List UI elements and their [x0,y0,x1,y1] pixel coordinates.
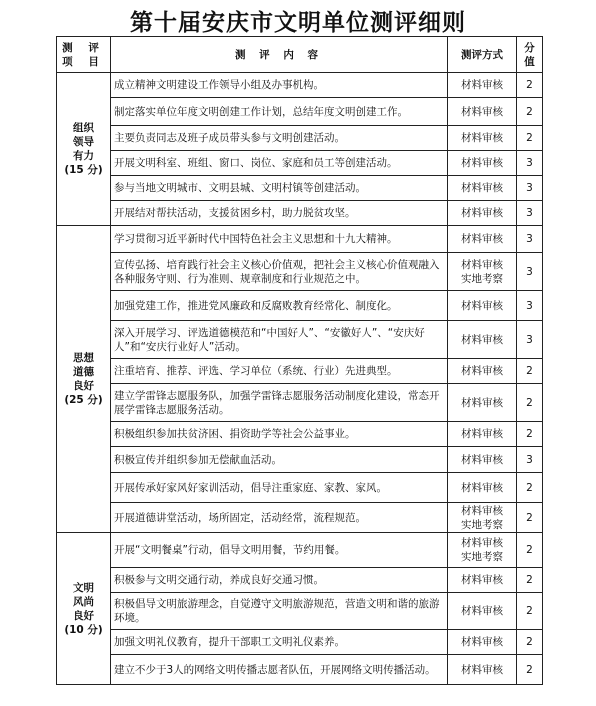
evaluation-method: 材料审核 [448,176,517,201]
header-score: 分值 [517,37,543,73]
table-row [57,630,543,655]
criterion-text: 制定落实单位年度文明创建工作计划，总结年度文明创建工作。 [111,98,448,126]
section-total-score: (10 分) [64,623,103,636]
evaluation-method: 材料审核 [448,98,517,126]
criterion-score: 2 [517,359,543,384]
criterion-text: 积极组织参加扶贫济困、捐资助学等社会公益事业。 [111,422,448,447]
evaluation-method: 材料审核 [448,473,517,503]
evaluation-method: 材料审核 [448,422,517,447]
evaluation-method: 材料审核 [448,447,517,473]
evaluation-method: 材料审核 [448,359,517,384]
table-header-row [57,37,543,73]
evaluation-method: 材料审核 [448,291,517,321]
evaluation-method: 材料审核 [448,151,517,176]
evaluation-method: 材料审核 [448,384,517,422]
criterion-score: 3 [517,253,543,291]
header-category-line1: 测 评 [62,41,105,54]
table-row [57,568,543,593]
criterion-text: 学习贯彻习近平新时代中国特色社会主义思想和十九大精神。 [111,226,448,253]
criterion-text: 深入开展学习、评选道德模范和“中国好人”、“安徽好人”、“安庆好人”和“安庆行业好人”活动。 [111,321,448,359]
criterion-score: 3 [517,291,543,321]
evaluation-method [448,253,517,291]
criterion-score: 2 [517,473,543,503]
section-category-name: 有力 [73,150,94,162]
header-category [57,37,111,73]
table-row [57,253,543,291]
table-row [57,321,543,359]
criterion-text: 开展传承好家风好家训活动，倡导注重家庭、家教、家风。 [111,473,448,503]
page-title: 第十届安庆市文明单位测评细则 [130,10,466,36]
section-category-name: 风尚 [73,595,94,608]
evaluation-method-line: 实地考察 [461,518,503,531]
criterion-text: 开展结对帮扶活动，支援贫困乡村，助力脱贫攻坚。 [111,201,448,226]
evaluation-method-line: 实地考察 [461,272,503,285]
criterion-text: 成立精神文明建设工作领导小组及办事机构。 [111,73,448,98]
criterion-text: 积极倡导文明旅游理念，自觉遵守文明旅游规范，营造文明和谐的旅游环境。 [111,593,448,630]
evaluation-method: 材料审核 [448,593,517,630]
criterion-text: 建立不少于3人的网络文明传播志愿者队伍，开展网络文明传播活动。 [111,655,448,685]
criterion-score: 2 [517,630,543,655]
table-row [57,201,543,226]
table-row [57,176,543,201]
table-row [57,447,543,473]
criterion-text: 积极宣传并组织参加无偿献血活动。 [111,447,448,473]
criterion-score: 3 [517,321,543,359]
criterion-text: 加强党建工作，推进党风廉政和反腐败教育经常化、制度化。 [111,291,448,321]
table-row [57,126,543,151]
table-row [57,226,543,253]
criterion-text: 积极参与文明交通行动，养成良好交通习惯。 [111,568,448,593]
section-category-name: 思想 [73,352,94,364]
criterion-score: 3 [517,176,543,201]
section-category-name: 道德 [73,366,94,378]
criterion-text: 开展道德讲堂活动，场所固定，活动经常，流程规范。 [111,503,448,533]
criterion-text: 参与当地文明城市、文明县城、文明村镇等创建活动。 [111,176,448,201]
section-category [57,533,111,685]
header-content: 测 评 内 容 [111,37,448,73]
criterion-score: 3 [517,226,543,253]
criterion-score: 3 [517,447,543,473]
section-category-name: 文明 [73,581,94,594]
criterion-score: 2 [517,73,543,98]
table-row [57,151,543,176]
table-row [57,655,543,685]
section-category [57,73,111,226]
table-row [57,98,543,126]
evaluation-table [56,36,543,685]
section-total-score: (15 分) [64,164,103,176]
criterion-score: 2 [517,422,543,447]
table-row [57,473,543,503]
evaluation-method: 材料审核 [448,568,517,593]
criterion-score: 2 [517,126,543,151]
evaluation-method: 材料审核 [448,321,517,359]
header-method: 测评方式 [448,37,517,73]
criterion-text: 注重培育、推荐、评选、学习单位（系统、行业）先进典型。 [111,359,448,384]
evaluation-method-line: 材料审核 [461,258,503,271]
criterion-text: 建立学雷锋志愿服务队，加强学雷锋志愿服务活动制度化建设，常态开展学雷锋志愿服务活动。 [111,384,448,422]
evaluation-method: 材料审核 [448,73,517,98]
table-row [57,503,543,533]
evaluation-method: 材料审核 [448,226,517,253]
table-row [57,73,543,98]
evaluation-method [448,533,517,568]
table-row [57,533,543,568]
section-category-name: 良好 [73,380,94,392]
criterion-score: 2 [517,98,543,126]
criterion-text: 开展“文明餐桌”行动，倡导文明用餐，节约用餐。 [111,533,448,568]
section-category-name: 良好 [73,609,94,622]
criterion-score: 2 [517,568,543,593]
criterion-score: 3 [517,201,543,226]
table-row [57,422,543,447]
section-category [57,226,111,533]
section-total-score: (25 分) [64,394,103,406]
evaluation-method: 材料审核 [448,126,517,151]
criterion-score: 2 [517,384,543,422]
table-row [57,384,543,422]
criterion-text: 加强文明礼仪教育，提升干部职工文明礼仪素养。 [111,630,448,655]
table-row [57,593,543,630]
header-category-line2: 项 目 [62,55,105,68]
criterion-text: 宣传弘扬、培育践行社会主义核心价值观，把社会主义核心价值观融入各种服务守则、行为准则、规章制度和行业规范之中。 [111,253,448,291]
section-category-name: 领导 [73,136,94,148]
evaluation-method [448,503,517,533]
criterion-score: 2 [517,533,543,568]
criterion-score: 2 [517,593,543,630]
criterion-score: 2 [517,503,543,533]
evaluation-method: 材料审核 [448,655,517,685]
criterion-text: 主要负责同志及班子成员带头参与文明创建活动。 [111,126,448,151]
criterion-text: 开展文明科室、班组、窗口、岗位、家庭和员工等创建活动。 [111,151,448,176]
evaluation-method: 材料审核 [448,201,517,226]
evaluation-method: 材料审核 [448,630,517,655]
evaluation-method-line: 材料审核 [461,504,503,517]
table-row [57,359,543,384]
criterion-score: 3 [517,151,543,176]
evaluation-method-line: 实地考察 [461,551,503,563]
criterion-score: 2 [517,655,543,685]
table-body [57,73,543,685]
section-category-name: 组织 [73,122,94,134]
evaluation-method-line: 材料审核 [461,537,503,549]
table-row [57,291,543,321]
